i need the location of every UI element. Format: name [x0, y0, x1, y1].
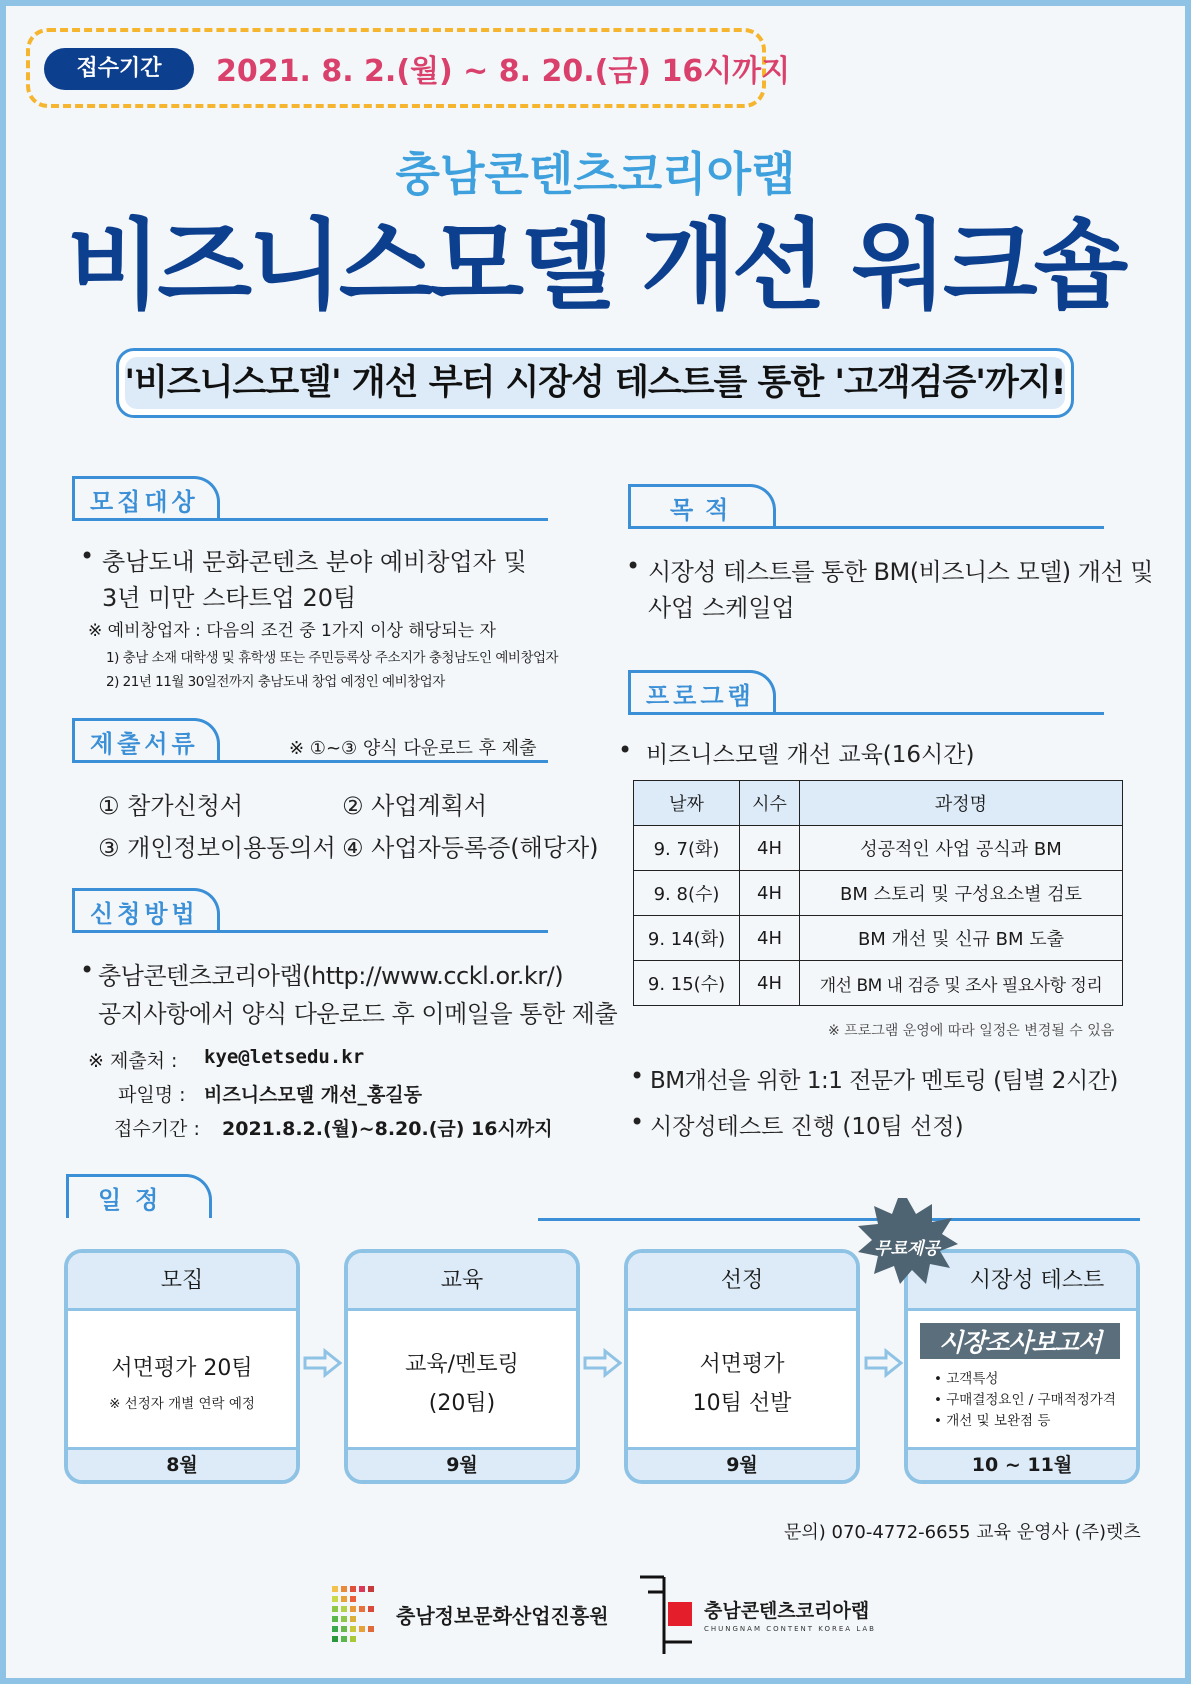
card-title: 모집	[68, 1253, 296, 1311]
arrow-right-icon	[583, 1348, 623, 1378]
cckl-logo-subtext: CHUNGNAM CONTENT KOREA LAB	[704, 1625, 876, 1633]
section-target	[72, 476, 548, 520]
apply-line2: 공지사항에서 양식 다운로드 후 이메일을 통한 제출	[98, 1000, 618, 1028]
card-title: 교육	[348, 1253, 576, 1311]
bullet-dot: •	[80, 956, 95, 984]
card-body-line: 서면평가	[699, 1352, 785, 1377]
period-value: 2021.8.2.(월)~8.20.(금) 16시까지	[222, 1118, 553, 1140]
program-table	[633, 780, 1123, 1006]
table-row	[634, 871, 1123, 916]
email-label: ※ 제출처 :	[88, 1050, 178, 1072]
bullet-dot: •	[630, 1108, 645, 1136]
file-label: 파일명 :	[118, 1084, 186, 1106]
card-body-line: 서면평가 20팀	[111, 1356, 253, 1381]
section-label: 일정	[98, 1186, 173, 1214]
table-header: 과정명	[800, 781, 1123, 826]
card-month: 9월	[628, 1447, 856, 1480]
header-subtitle: 충남콘텐츠코리아랩	[395, 147, 796, 201]
target-line1: 충남도내 문화콘텐츠 분야 예비창업자 및	[102, 548, 527, 576]
file-value: 비즈니스모델 개선_홍길동	[204, 1084, 423, 1106]
free-badge: 무료제공	[874, 1239, 940, 1259]
card-body-line: (20팀)	[428, 1391, 496, 1416]
table-cell: 성공적인 사업 공식과 BM	[800, 826, 1123, 871]
card-title: 선정	[628, 1253, 856, 1311]
card-month: 8월	[68, 1447, 296, 1480]
bullet-dot: •	[630, 1062, 645, 1090]
card-title: 시장성 테스트	[908, 1253, 1136, 1311]
contact-info: 문의) 070-4772-6655 교육 운영사 (주)렛츠	[784, 1522, 1141, 1543]
card-month: 10 ~ 11월	[908, 1447, 1136, 1480]
table-cell: BM 개선 및 신규 BM 도출	[800, 916, 1123, 961]
table-header: 시수	[740, 781, 800, 826]
docs-note: ※ ①~③ 양식 다운로드 후 제출	[289, 738, 537, 759]
doc-item: ① 참가신청서	[98, 792, 244, 820]
section-apply	[72, 888, 548, 932]
target-note: ※ 예비창업자 : 다음의 조건 중 1가지 이상 해당되는 자	[88, 621, 496, 641]
schedule-card-education	[344, 1249, 580, 1484]
section-label: 모집대상	[90, 488, 199, 516]
bullet-dot: •	[80, 542, 95, 570]
arrow-right-icon	[303, 1348, 343, 1378]
section-purpose	[628, 484, 1104, 528]
bullet-dot: •	[626, 552, 641, 580]
table-row	[634, 961, 1123, 1006]
page-title: 비즈니스모델 개선 워크숍	[66, 209, 1125, 323]
target-cond1: 1) 충남 소재 대학생 및 휴학생 또는 주민등록상 주소지가 충청남도인 예비창업자	[106, 650, 559, 666]
schedule-card-selection	[624, 1249, 860, 1484]
report-bullet: • 고객특성	[934, 1371, 999, 1387]
table-cell: 개선 BM 내 검증 및 조사 필요사항 정리	[800, 961, 1123, 1006]
target-cond2: 2) 21년 11월 30일전까지 충남도내 창업 예정인 예비창업자	[106, 674, 445, 690]
table-cell: 4H	[740, 961, 800, 1006]
table-cell: 9. 15(수)	[634, 961, 740, 1006]
doc-item: ③ 개인정보이용동의서	[98, 834, 336, 862]
program-item2: BM개선을 위한 1:1 전문가 멘토링 (팀별 2시간)	[650, 1068, 1118, 1094]
cckl-logo-icon	[638, 1574, 694, 1656]
table-cell: 9. 8(수)	[634, 871, 740, 916]
table-cell: 4H	[740, 826, 800, 871]
table-row	[634, 826, 1123, 871]
section-schedule	[66, 1174, 1140, 1218]
table-cell: 9. 14(화)	[634, 916, 740, 961]
purpose-line1: 시장성 테스트를 통한 BM(비즈니스 모델) 개선 및	[648, 558, 1153, 586]
table-cell: BM 스토리 및 구성요소별 검토	[800, 871, 1123, 916]
arrow-right-icon	[864, 1348, 904, 1378]
gcia-logo-icon	[332, 1586, 382, 1642]
period-badge: 접수기간	[44, 48, 194, 90]
apply-line1: 충남콘텐츠코리아랩(http://www.cckl.or.kr/)	[98, 962, 564, 990]
purpose-line2: 사업 스케일업	[648, 594, 795, 622]
table-header: 날짜	[634, 781, 740, 826]
program-item3: 시장성테스트 진행 (10팀 선정)	[650, 1114, 964, 1140]
gcia-logo-text: 충남정보문화산업진흥원	[396, 1604, 609, 1628]
period-text: 2021. 8. 2.(월) ~ 8. 20.(금) 16시까지	[216, 54, 791, 89]
table-row	[634, 916, 1123, 961]
table-header-row	[634, 781, 1123, 826]
section-label: 프로그램	[646, 682, 755, 710]
card-body-line: 교육/멘토링	[405, 1352, 519, 1377]
table-cell: 9. 7(화)	[634, 826, 740, 871]
schedule-card-recruit	[64, 1249, 300, 1484]
email-value: kye@letsedu.kr	[204, 1046, 365, 1068]
table-cell: 4H	[740, 871, 800, 916]
table-cell: 4H	[740, 916, 800, 961]
card-body-note: ※ 선정자 개별 연락 예정	[109, 1396, 255, 1412]
section-program	[628, 670, 1104, 714]
slogan: '비즈니스모델' 개선 부터 시장성 테스트를 통한 '고객검증'까지!	[124, 363, 1066, 403]
card-month: 9월	[348, 1447, 576, 1480]
report-bullet: • 구매결정요인 / 구매적정가격	[934, 1392, 1116, 1408]
doc-item: ④ 사업자등록증(해당자)	[342, 834, 599, 862]
program-note: ※ 프로그램 운영에 따라 일정은 변경될 수 있음	[828, 1023, 1115, 1039]
report-title: 시장조사보고서	[920, 1323, 1120, 1359]
target-line2: 3년 미만 스타트업 20팀	[102, 584, 357, 612]
section-label: 제출서류	[90, 730, 199, 758]
report-bullet: • 개선 및 보완점 등	[934, 1413, 1051, 1429]
section-label: 목적	[670, 496, 741, 524]
period-label: 접수기간 :	[114, 1118, 200, 1140]
bullet-dot: •	[618, 736, 633, 764]
doc-item: ② 사업계획서	[342, 792, 488, 820]
program-item1: 비즈니스모델 개선 교육(16시간)	[646, 742, 975, 768]
section-label: 신청방법	[90, 900, 199, 928]
cckl-logo-text: 충남콘텐츠코리아랩	[704, 1600, 870, 1622]
card-body-line: 10팀 선발	[692, 1391, 792, 1416]
